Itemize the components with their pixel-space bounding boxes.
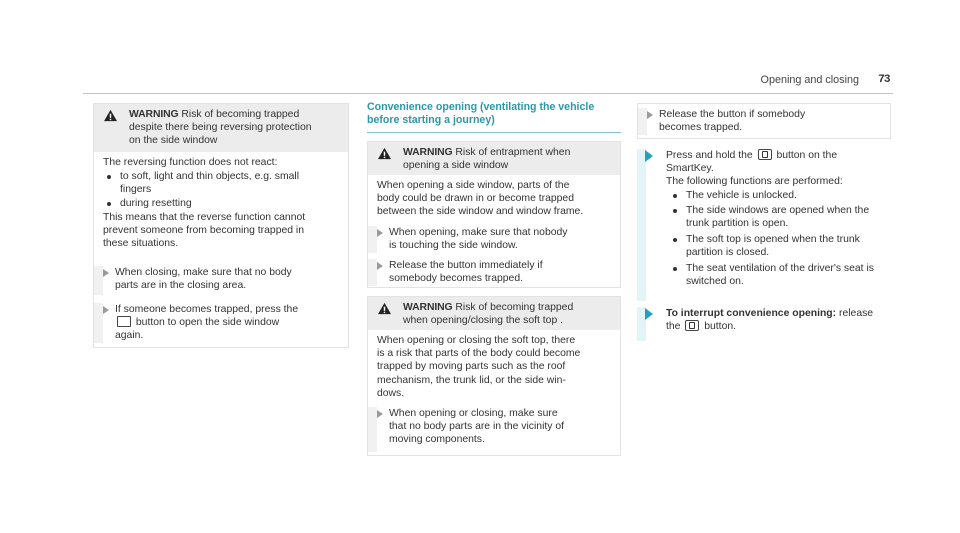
step-text: becomes trapped. — [659, 122, 743, 134]
step-text: Press and hold the — [666, 150, 753, 161]
window-switch-icon — [117, 316, 131, 327]
text-line: trapped by moving parts such as the roof — [377, 361, 566, 373]
step-text: The following functions are performed: — [666, 176, 843, 188]
bullet-dot — [107, 175, 111, 179]
instruction-step — [94, 266, 344, 295]
step-bar — [368, 407, 377, 452]
step-text: When closing, make sure that no body — [115, 267, 292, 278]
warning-triangle-icon — [377, 147, 392, 160]
warning-box-reversing — [93, 103, 349, 348]
step-text: When opening or closing, make sure — [389, 408, 558, 419]
instruction-step-interrupt — [637, 307, 893, 341]
list-item — [673, 189, 893, 203]
step-text: button. — [704, 321, 737, 333]
warning-header — [368, 297, 620, 330]
instruction-step — [368, 259, 616, 286]
list-item-text: switched on. — [686, 276, 744, 288]
instruction-step — [368, 226, 616, 253]
instruction-step — [368, 407, 616, 452]
unlock-button-icon — [685, 320, 699, 331]
text-line: between the side window and window frame. — [377, 206, 584, 218]
instruction-step — [94, 303, 344, 343]
warning-label: WARNING — [403, 147, 453, 158]
list-item-text: partition is closed. — [686, 247, 770, 259]
warning-body — [377, 334, 617, 400]
reversing-explanation — [103, 211, 343, 251]
warning-header — [94, 104, 348, 152]
step-text: release — [839, 308, 874, 319]
step-text: When opening, make sure that nobody — [389, 227, 568, 238]
step-arrow-icon — [377, 410, 383, 418]
text-line: prevent someone from becoming trapped in — [103, 225, 304, 237]
warning-text: Risk of becoming trapped — [455, 302, 574, 313]
bullet-dot — [673, 238, 677, 242]
list-item-text: fingers — [120, 184, 152, 196]
text-line: mechanism, the trunk lid, or the side win- — [377, 374, 566, 386]
step-text: again. — [115, 330, 144, 342]
list-item-text: The vehicle is unlocked. — [686, 190, 797, 201]
page-number: 73 — [878, 73, 890, 85]
list-item-text: trunk partition is open. — [686, 218, 789, 230]
step-text: that no body parts are in the vicinity of — [389, 421, 565, 433]
text-line: dows. — [377, 387, 405, 399]
list-item-text: The soft top is opened when the trunk — [686, 234, 860, 245]
list-item — [673, 233, 893, 260]
step-bar — [94, 266, 103, 295]
text-line: body could be drawn in or become trapped — [377, 193, 574, 205]
warning-box-soft-top — [367, 296, 621, 456]
text-line: When opening a side window, parts of the — [377, 180, 570, 191]
reversing-intro: The reversing function does not react: — [103, 157, 278, 168]
warning-text: when opening/closing the soft top . — [403, 315, 564, 327]
step-arrow-icon — [377, 262, 383, 270]
step-arrow-icon — [377, 229, 383, 237]
step-bar — [94, 303, 103, 343]
warning-box-continuation — [637, 103, 891, 139]
step-arrow-icon — [103, 306, 109, 314]
warning-header — [368, 142, 620, 175]
list-item — [673, 262, 893, 289]
list-item — [673, 204, 893, 231]
step-arrow-icon — [645, 308, 653, 320]
section-title-line: before starting a journey) — [367, 114, 495, 127]
instruction-step — [638, 108, 886, 135]
step-bar — [368, 226, 377, 253]
step-arrow-icon — [103, 269, 109, 277]
list-item — [107, 197, 339, 211]
running-header-title: Opening and closing — [760, 74, 859, 86]
step-text: the — [666, 321, 681, 333]
warning-triangle-icon — [103, 109, 118, 122]
section-title-line: Convenience opening (ventilating the vehicle — [367, 101, 595, 113]
warning-triangle-icon — [377, 302, 392, 315]
step-text: somebody becomes trapped. — [389, 273, 524, 285]
unlock-button-icon — [758, 149, 772, 160]
bullet-dot — [673, 209, 677, 213]
list-item-text: during resetting — [120, 198, 192, 209]
warning-text: opening a side window — [403, 160, 509, 172]
header-rule — [83, 93, 893, 94]
step-arrow-icon — [645, 150, 653, 162]
step-text-bold: To interrupt convenience opening: — [666, 308, 837, 319]
step-arrow-icon — [647, 111, 653, 119]
instruction-step-main — [637, 149, 893, 301]
warning-text: Risk of becoming trapped — [181, 109, 300, 120]
warning-text: on the side window — [129, 135, 218, 147]
warning-text: despite there being reversing protection — [129, 122, 312, 134]
step-bar — [638, 108, 647, 135]
step-text: If someone becomes trapped, press the — [115, 304, 299, 315]
bullet-dot — [673, 267, 677, 271]
text-line: This means that the reverse function cannot — [103, 212, 306, 223]
bullet-dot — [673, 194, 677, 198]
warning-box-entrapment — [367, 141, 621, 288]
step-text: Release the button immediately if — [389, 260, 543, 271]
warning-text: Risk of entrapment when — [455, 147, 571, 158]
warning-label: WARNING — [129, 109, 179, 120]
text-line: is a risk that parts of the body could become — [377, 348, 581, 360]
warning-body — [377, 179, 617, 219]
step-text: button on the — [776, 150, 838, 161]
step-text: is touching the side window. — [389, 240, 518, 252]
step-text: SmartKey. — [666, 163, 714, 175]
step-text: Release the button if somebody — [659, 109, 806, 120]
bullet-dot — [107, 202, 111, 206]
step-text: parts are in the closing area. — [115, 280, 247, 292]
section-rule — [367, 132, 621, 133]
step-bar — [368, 259, 377, 286]
list-item-text: to soft, light and thin objects, e.g. small — [120, 171, 300, 182]
step-text: moving components. — [389, 434, 485, 446]
list-item-text: The seat ventilation of the driver's seat is — [686, 263, 874, 274]
list-item — [107, 170, 339, 197]
list-item-text: The side windows are opened when the — [686, 205, 870, 216]
warning-label: WARNING — [403, 302, 453, 313]
step-text: button to open the side window — [135, 317, 280, 329]
step-bar — [637, 149, 646, 301]
section-title — [367, 101, 623, 128]
text-line: When opening or closing the soft top, there — [377, 335, 576, 346]
text-line: these situations. — [103, 238, 179, 250]
